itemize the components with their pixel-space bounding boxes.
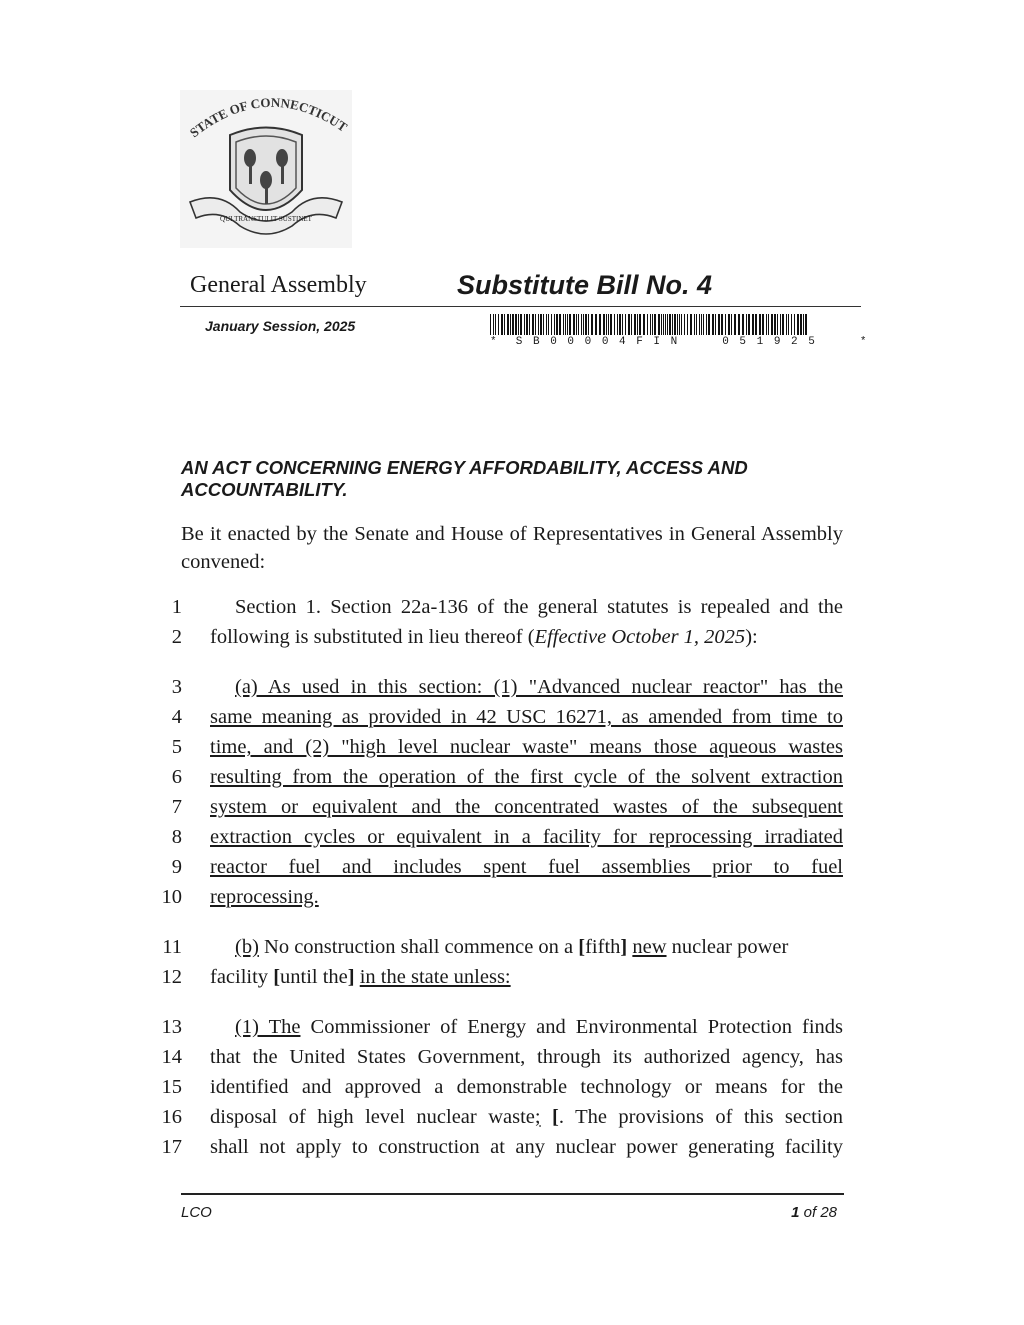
barcode-bar bbox=[559, 314, 561, 335]
barcode-bar bbox=[498, 314, 499, 335]
bill-line-12 bbox=[210, 966, 843, 989]
barcode-bar bbox=[738, 314, 740, 335]
barcode-bar bbox=[625, 314, 626, 335]
lco-label: LCO bbox=[181, 1204, 212, 1221]
added-text: reactor fuel and includes spent fuel assemblies prior to fuel bbox=[210, 856, 843, 878]
bill-line-14: that the United States Government, through its authorized agency, has bbox=[210, 1046, 843, 1068]
added-text: (1) The bbox=[235, 1016, 301, 1038]
line-number: 6 bbox=[171, 766, 182, 788]
barcode-bar bbox=[706, 314, 707, 335]
barcode-bar bbox=[535, 314, 536, 335]
barcode-bar bbox=[684, 314, 685, 335]
barcode-bar bbox=[687, 314, 688, 335]
line-number: 12 bbox=[161, 966, 182, 988]
barcode-bar bbox=[518, 314, 519, 335]
bill-line-6 bbox=[210, 766, 843, 789]
barcode-bar bbox=[490, 314, 491, 335]
line-number: 13 bbox=[161, 1016, 182, 1038]
deletion-bracket: [ bbox=[273, 966, 281, 988]
bill-line-17: shall not apply to construction at any nuclear power generating facility bbox=[210, 1136, 843, 1158]
barcode-text: * S B 0 0 0 0 4 F I N 0 5 1 9 2 5 * bbox=[490, 336, 869, 348]
barcode-bar bbox=[759, 314, 761, 335]
barcode-bar bbox=[637, 314, 638, 335]
page-total: of 28 bbox=[799, 1204, 837, 1221]
barcode-bar bbox=[696, 314, 697, 335]
barcode-bar bbox=[694, 314, 695, 335]
bill-line-5 bbox=[210, 736, 843, 759]
seal-motto: QUI TRANSTULIT SUSTINET bbox=[220, 215, 312, 223]
barcode-bar bbox=[501, 314, 503, 335]
barcode-bar bbox=[583, 314, 584, 335]
barcode-bar bbox=[731, 314, 732, 335]
seal-caption: STATE OF CONNECTICUT bbox=[186, 94, 350, 141]
barcode-bar bbox=[540, 314, 542, 335]
bill-line-15: identified and approved a demonstrable technology or means for the bbox=[210, 1076, 843, 1098]
barcode-bar bbox=[563, 314, 564, 335]
barcode-bar bbox=[794, 314, 795, 335]
barcode-bar bbox=[742, 314, 744, 335]
bill-number: Substitute Bill No. 4 bbox=[457, 270, 713, 300]
barcode-bar bbox=[721, 314, 723, 335]
barcode-bar bbox=[588, 314, 589, 335]
barcode-bar bbox=[800, 314, 802, 335]
barcode-bar bbox=[652, 314, 653, 335]
barcode-bar bbox=[510, 314, 511, 335]
barcode-bar bbox=[634, 314, 636, 335]
line-number: 1 bbox=[171, 596, 182, 618]
footer-rule bbox=[181, 1193, 844, 1195]
barcode-bar bbox=[578, 314, 579, 335]
barcode-bar bbox=[768, 314, 769, 335]
added-text: resulting from the operation of the first cycle of the solvent extraction bbox=[210, 766, 843, 788]
added-text: system or equivalent and the concentrated wastes of the subsequent bbox=[210, 796, 843, 818]
barcode-bar bbox=[548, 314, 549, 335]
line-number: 8 bbox=[171, 826, 182, 848]
barcode-bar bbox=[610, 314, 612, 335]
barcode-bar bbox=[777, 314, 778, 335]
barcode-bar bbox=[493, 314, 494, 335]
page-current: 1 bbox=[791, 1204, 800, 1221]
barcode-bar bbox=[780, 314, 781, 335]
barcode-bar bbox=[576, 314, 577, 335]
barcode-bar bbox=[639, 314, 641, 335]
added-text: (a) As used in this section: (1) "Advanced nuclear reactor" has the bbox=[235, 676, 843, 698]
added-text: extraction cycles or equivalent in a facility for reprocessing irradiated bbox=[210, 826, 843, 848]
added-text: new bbox=[632, 936, 667, 958]
barcode-bar bbox=[762, 314, 764, 335]
effective-date: Effective October 1, 2025 bbox=[534, 626, 746, 648]
line-number: 2 bbox=[171, 626, 182, 648]
barcode-bar bbox=[526, 314, 528, 335]
barcode-bar bbox=[599, 314, 601, 335]
barcode-bar bbox=[690, 314, 692, 335]
bill-text: nuclear power bbox=[666, 936, 789, 958]
added-text: same meaning as provided in 42 USC 16271, as amended from time to bbox=[210, 706, 843, 728]
bill-line-7 bbox=[210, 796, 843, 819]
barcode-bar bbox=[654, 314, 656, 335]
session-label: January Session, 2025 bbox=[205, 318, 356, 334]
barcode-bar bbox=[788, 314, 789, 335]
barcode-bar bbox=[658, 314, 660, 335]
barcode-bar bbox=[752, 314, 754, 335]
barcode-bar bbox=[755, 314, 757, 335]
general-assembly-label: General Assembly bbox=[190, 272, 367, 298]
added-text: ; bbox=[534, 1106, 541, 1128]
barcode-bar bbox=[643, 314, 645, 335]
barcode-bar bbox=[556, 314, 558, 335]
bill-line-10 bbox=[210, 886, 843, 909]
barcode-bar bbox=[606, 314, 607, 335]
barcode-bar bbox=[766, 314, 767, 335]
barcode-bar bbox=[774, 314, 776, 335]
barcode-bar bbox=[520, 314, 522, 335]
header-rule bbox=[180, 306, 861, 307]
deletion-bracket: [ bbox=[578, 936, 586, 958]
bill-line-1: Section 1. Section 22a-136 of the general statutes is repealed and the bbox=[235, 596, 843, 618]
barcode-bar bbox=[703, 314, 704, 335]
barcode-bar bbox=[504, 314, 505, 335]
bill-line-13 bbox=[210, 1016, 843, 1039]
barcode-bar bbox=[663, 314, 664, 335]
barcode-bar bbox=[797, 314, 799, 335]
barcode-bar bbox=[725, 314, 726, 335]
barcode-bar bbox=[532, 314, 534, 335]
barcode-bar bbox=[712, 314, 714, 335]
added-text: (b) bbox=[235, 936, 259, 958]
barcode-bar bbox=[665, 314, 666, 335]
deleted-text: . The provisions of this section bbox=[558, 1106, 844, 1128]
barcode-bar bbox=[674, 314, 676, 335]
line-number: 16 bbox=[161, 1106, 182, 1128]
barcode-bar bbox=[677, 314, 678, 335]
barcode-bar bbox=[672, 314, 673, 335]
line-number: 11 bbox=[162, 936, 182, 958]
barcode-bar bbox=[628, 314, 630, 335]
deleted-text: fifth bbox=[585, 936, 621, 958]
line-number: 15 bbox=[161, 1076, 182, 1098]
barcode-bar bbox=[569, 314, 571, 335]
barcode-bar bbox=[585, 314, 587, 335]
barcode-bar bbox=[791, 314, 792, 335]
barcode-bar bbox=[803, 314, 804, 335]
added-text: time, and (2) "high level nuclear waste" means those aqueous wastes bbox=[210, 736, 843, 758]
barcode-bar bbox=[567, 314, 568, 335]
deletion-bracket: ] bbox=[347, 966, 355, 988]
barcode-bar bbox=[782, 314, 784, 335]
bill-line-4 bbox=[210, 706, 843, 729]
barcode-bar bbox=[718, 314, 720, 335]
bill-line-9 bbox=[210, 856, 843, 879]
deletion-bracket: ] bbox=[620, 936, 628, 958]
barcode-bar bbox=[771, 314, 773, 335]
line-number: 4 bbox=[171, 706, 182, 728]
line-number: 9 bbox=[171, 856, 182, 878]
bill-text: No construction shall commence on a bbox=[258, 936, 579, 958]
act-title: AN ACT CONCERNING ENERGY AFFORDABILITY, ACCESS AND ACCOUNTABILITY. bbox=[181, 457, 748, 500]
barcode-bar bbox=[786, 314, 787, 335]
barcode-bar bbox=[617, 314, 618, 335]
barcode-bar bbox=[728, 314, 730, 335]
barcode-bar bbox=[748, 314, 750, 335]
barcode-bar bbox=[512, 314, 514, 335]
line-number: 5 bbox=[171, 736, 182, 758]
barcode-bar bbox=[546, 314, 547, 335]
barcode-bar bbox=[608, 314, 609, 335]
barcode-bar bbox=[538, 314, 539, 335]
barcode bbox=[490, 314, 808, 335]
added-text: in the state unless: bbox=[359, 966, 511, 988]
barcode-bar bbox=[573, 314, 575, 335]
barcode-bar bbox=[554, 314, 555, 335]
barcode-bar bbox=[715, 314, 716, 335]
bill-line-2 bbox=[210, 626, 843, 649]
barcode-bar bbox=[603, 314, 605, 335]
bill-text: following is substituted in lieu thereof ( bbox=[210, 626, 535, 648]
line-number: 17 bbox=[161, 1136, 182, 1158]
bill-text: Commissioner of Energy and Environmental Protection finds bbox=[300, 1016, 844, 1038]
barcode-bar bbox=[551, 314, 552, 335]
barcode-bar bbox=[581, 314, 582, 335]
barcode-bar bbox=[591, 314, 593, 335]
bill-text: ): bbox=[745, 626, 758, 648]
line-number: 3 bbox=[171, 676, 182, 698]
deletion-bracket: [ bbox=[552, 1106, 559, 1128]
line-number: 7 bbox=[171, 796, 182, 818]
barcode-bar bbox=[661, 314, 662, 335]
page-indicator bbox=[700, 1204, 837, 1221]
barcode-bar bbox=[619, 314, 621, 335]
bill-line-3 bbox=[210, 676, 843, 699]
barcode-bar bbox=[524, 314, 525, 335]
barcode-bar bbox=[631, 314, 632, 335]
barcode-bar bbox=[647, 314, 648, 335]
barcode-bar bbox=[679, 314, 680, 335]
bill-line-11 bbox=[210, 936, 843, 959]
barcode-bar bbox=[669, 314, 671, 335]
enacting-clause: Be it enacted by the Senate and House of Representatives in General Assembly convened: bbox=[181, 523, 843, 573]
barcode-bar bbox=[699, 314, 700, 335]
bill-text: facility bbox=[210, 966, 274, 988]
deleted-text: until the bbox=[280, 966, 348, 988]
bill-text bbox=[541, 1106, 552, 1128]
state-seal-logo bbox=[180, 90, 352, 248]
barcode-bar bbox=[507, 314, 509, 335]
barcode-bar bbox=[708, 314, 710, 335]
barcode-bar bbox=[595, 314, 597, 335]
barcode-bar bbox=[565, 314, 566, 335]
barcode-bar bbox=[543, 314, 544, 335]
added-text: reprocessing. bbox=[210, 886, 319, 908]
barcode-bar bbox=[805, 314, 807, 335]
barcode-bar bbox=[495, 314, 496, 335]
line-number: 14 bbox=[161, 1046, 182, 1068]
line-number: 10 bbox=[161, 886, 182, 908]
barcode-bar bbox=[622, 314, 623, 335]
bill-line-8 bbox=[210, 826, 843, 849]
bill-text: disposal of high level nuclear waste bbox=[210, 1106, 535, 1128]
barcode-bar bbox=[681, 314, 682, 335]
barcode-bar bbox=[734, 314, 736, 335]
barcode-bar bbox=[515, 314, 517, 335]
barcode-bar bbox=[529, 314, 530, 335]
barcode-bar bbox=[650, 314, 651, 335]
barcode-bar bbox=[614, 314, 615, 335]
barcode-bar bbox=[701, 314, 702, 335]
bill-line-16 bbox=[210, 1106, 843, 1129]
barcode-bar bbox=[746, 314, 747, 335]
barcode-bar bbox=[667, 314, 668, 335]
